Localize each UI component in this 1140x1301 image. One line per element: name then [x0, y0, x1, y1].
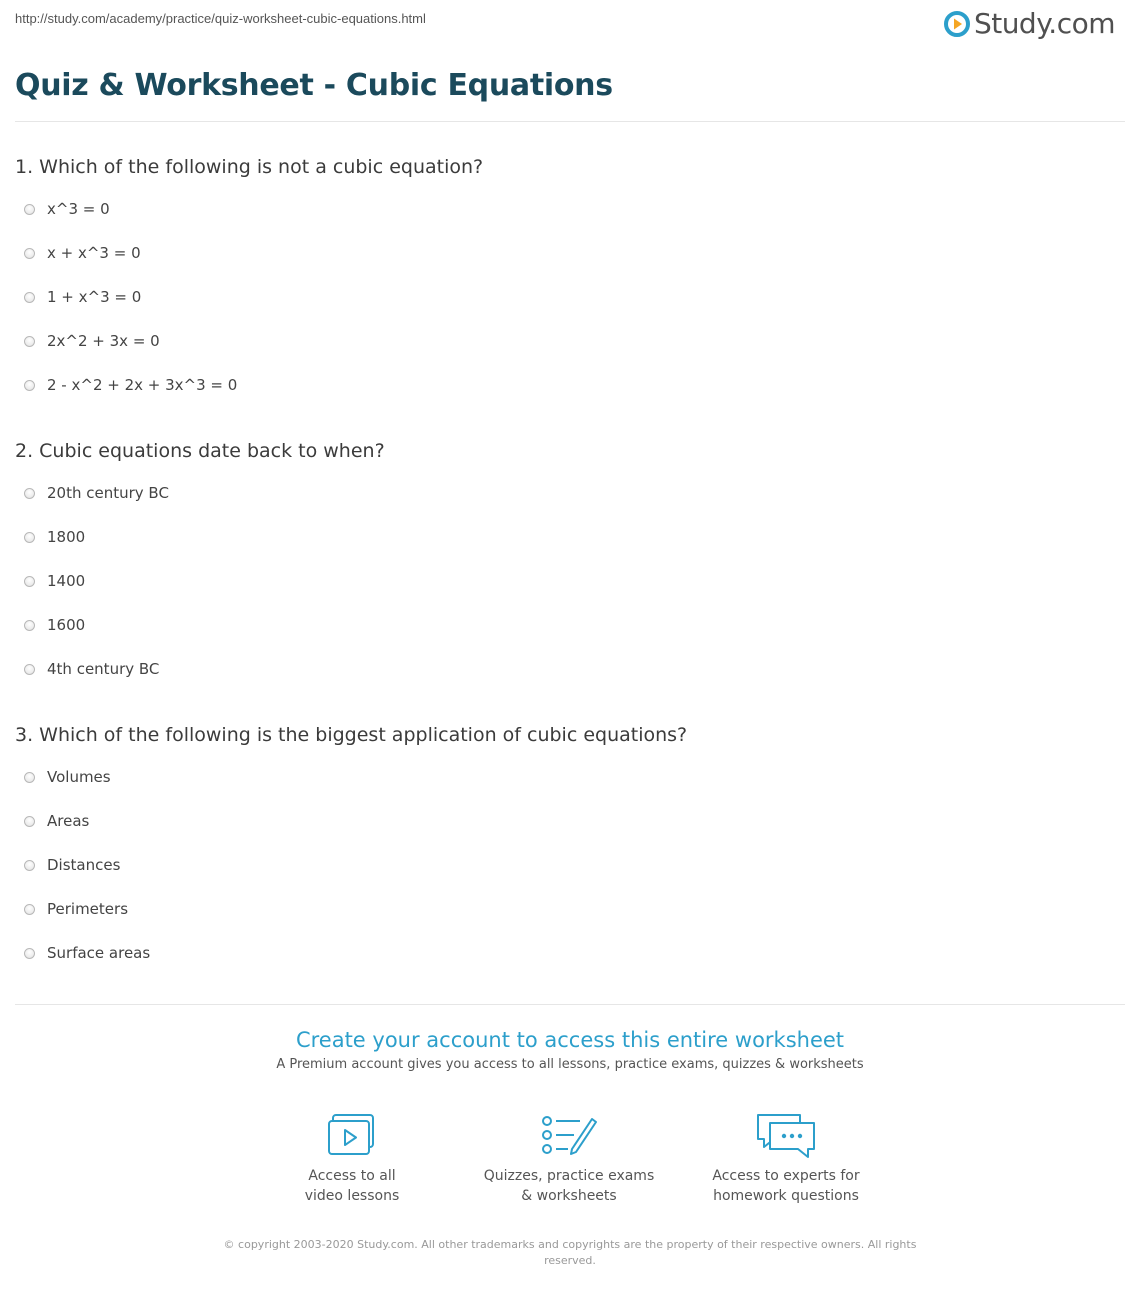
answer-label: 1800 [47, 528, 86, 546]
feature-video-lessons [252, 1108, 452, 1206]
answer-option[interactable] [15, 799, 687, 843]
page-url: http://study.com/academy/practice/quiz-worksheet-cubic-equations.html [15, 11, 426, 26]
answer-option[interactable] [15, 647, 385, 691]
copyright-notice: © copyright 2003-2020 Study.com. All other trademarks and copyrights are the property of their respective owners. All rights reserved. [223, 1238, 917, 1267]
answer-label: 1400 [47, 572, 86, 590]
answer-option[interactable] [15, 363, 483, 407]
radio-button[interactable] [24, 336, 35, 347]
answer-option[interactable] [15, 515, 385, 559]
radio-button[interactable] [24, 488, 35, 499]
study-logo[interactable] [944, 8, 1115, 40]
radio-button[interactable] [24, 380, 35, 391]
chat-bubbles-icon [754, 1111, 818, 1161]
answer-option[interactable] [15, 187, 483, 231]
feature-label: Access to all video lessons [304, 1168, 400, 1204]
radio-button[interactable] [24, 816, 35, 827]
answer-label: x^3 = 0 [47, 200, 110, 218]
question-text: 1. Which of the following is not a cubic equation? [15, 156, 484, 178]
question-text: 3. Which of the following is the biggest application of cubic equations? [15, 724, 688, 746]
radio-button[interactable] [24, 948, 35, 959]
video-lessons-icon [326, 1113, 378, 1159]
title-divider [15, 121, 1125, 122]
radio-button[interactable] [24, 620, 35, 631]
create-account-link[interactable]: Create your account to access this entire worksheet [295, 1028, 845, 1052]
radio-button[interactable] [24, 576, 35, 587]
answer-label: Volumes [47, 768, 111, 786]
answer-option[interactable] [15, 843, 687, 887]
answer-label: 20th century BC [47, 484, 169, 502]
question-1 [15, 155, 483, 407]
answer-label: x + x^3 = 0 [47, 244, 141, 262]
play-logo-icon [944, 11, 970, 37]
answer-option[interactable] [15, 471, 385, 515]
feature-label: Quizzes, practice exams & worksheets [483, 1168, 655, 1204]
cta-divider [15, 1004, 1125, 1005]
radio-button[interactable] [24, 204, 35, 215]
answer-label: Perimeters [47, 900, 129, 918]
radio-button[interactable] [24, 248, 35, 259]
answer-option[interactable] [15, 275, 483, 319]
answer-list [15, 187, 483, 407]
feature-label: Access to experts for homework questions [712, 1168, 860, 1204]
answer-option[interactable] [15, 887, 687, 931]
answer-option[interactable] [15, 231, 483, 275]
answer-list [15, 471, 385, 691]
question-2 [15, 439, 385, 691]
answer-label: 1 + x^3 = 0 [47, 288, 142, 306]
answer-label: Surface areas [47, 944, 151, 962]
answer-label: 2 - x^2 + 2x + 3x^3 = 0 [47, 376, 238, 394]
radio-button[interactable] [24, 664, 35, 675]
cta-subtitle: A Premium account gives you access to all lessons, practice exams, quizzes & worksheets [276, 1057, 864, 1072]
signup-cta [0, 1027, 1140, 1072]
question-3 [15, 723, 687, 975]
radio-button[interactable] [24, 860, 35, 871]
answer-option[interactable] [15, 559, 385, 603]
answer-option[interactable] [15, 319, 483, 363]
radio-button[interactable] [24, 532, 35, 543]
feature-experts [686, 1108, 886, 1206]
answer-label: Areas [47, 812, 90, 830]
answer-label: Distances [47, 856, 121, 874]
answer-list [15, 755, 687, 975]
radio-button[interactable] [24, 904, 35, 915]
logo-text: Study.com [973, 7, 1115, 40]
radio-button[interactable] [24, 772, 35, 783]
radio-button[interactable] [24, 292, 35, 303]
answer-option[interactable] [15, 755, 687, 799]
answer-label: 2x^2 + 3x = 0 [47, 332, 160, 350]
answer-option[interactable] [15, 603, 385, 647]
feature-quizzes [469, 1108, 669, 1206]
quiz-checklist-icon [540, 1113, 598, 1159]
answer-label: 1600 [47, 616, 86, 634]
answer-label: 4th century BC [47, 660, 160, 678]
page-title: Quiz & Worksheet - Cubic Equations [15, 68, 613, 103]
question-text: 2. Cubic equations date back to when? [15, 440, 385, 462]
answer-option[interactable] [15, 931, 687, 975]
